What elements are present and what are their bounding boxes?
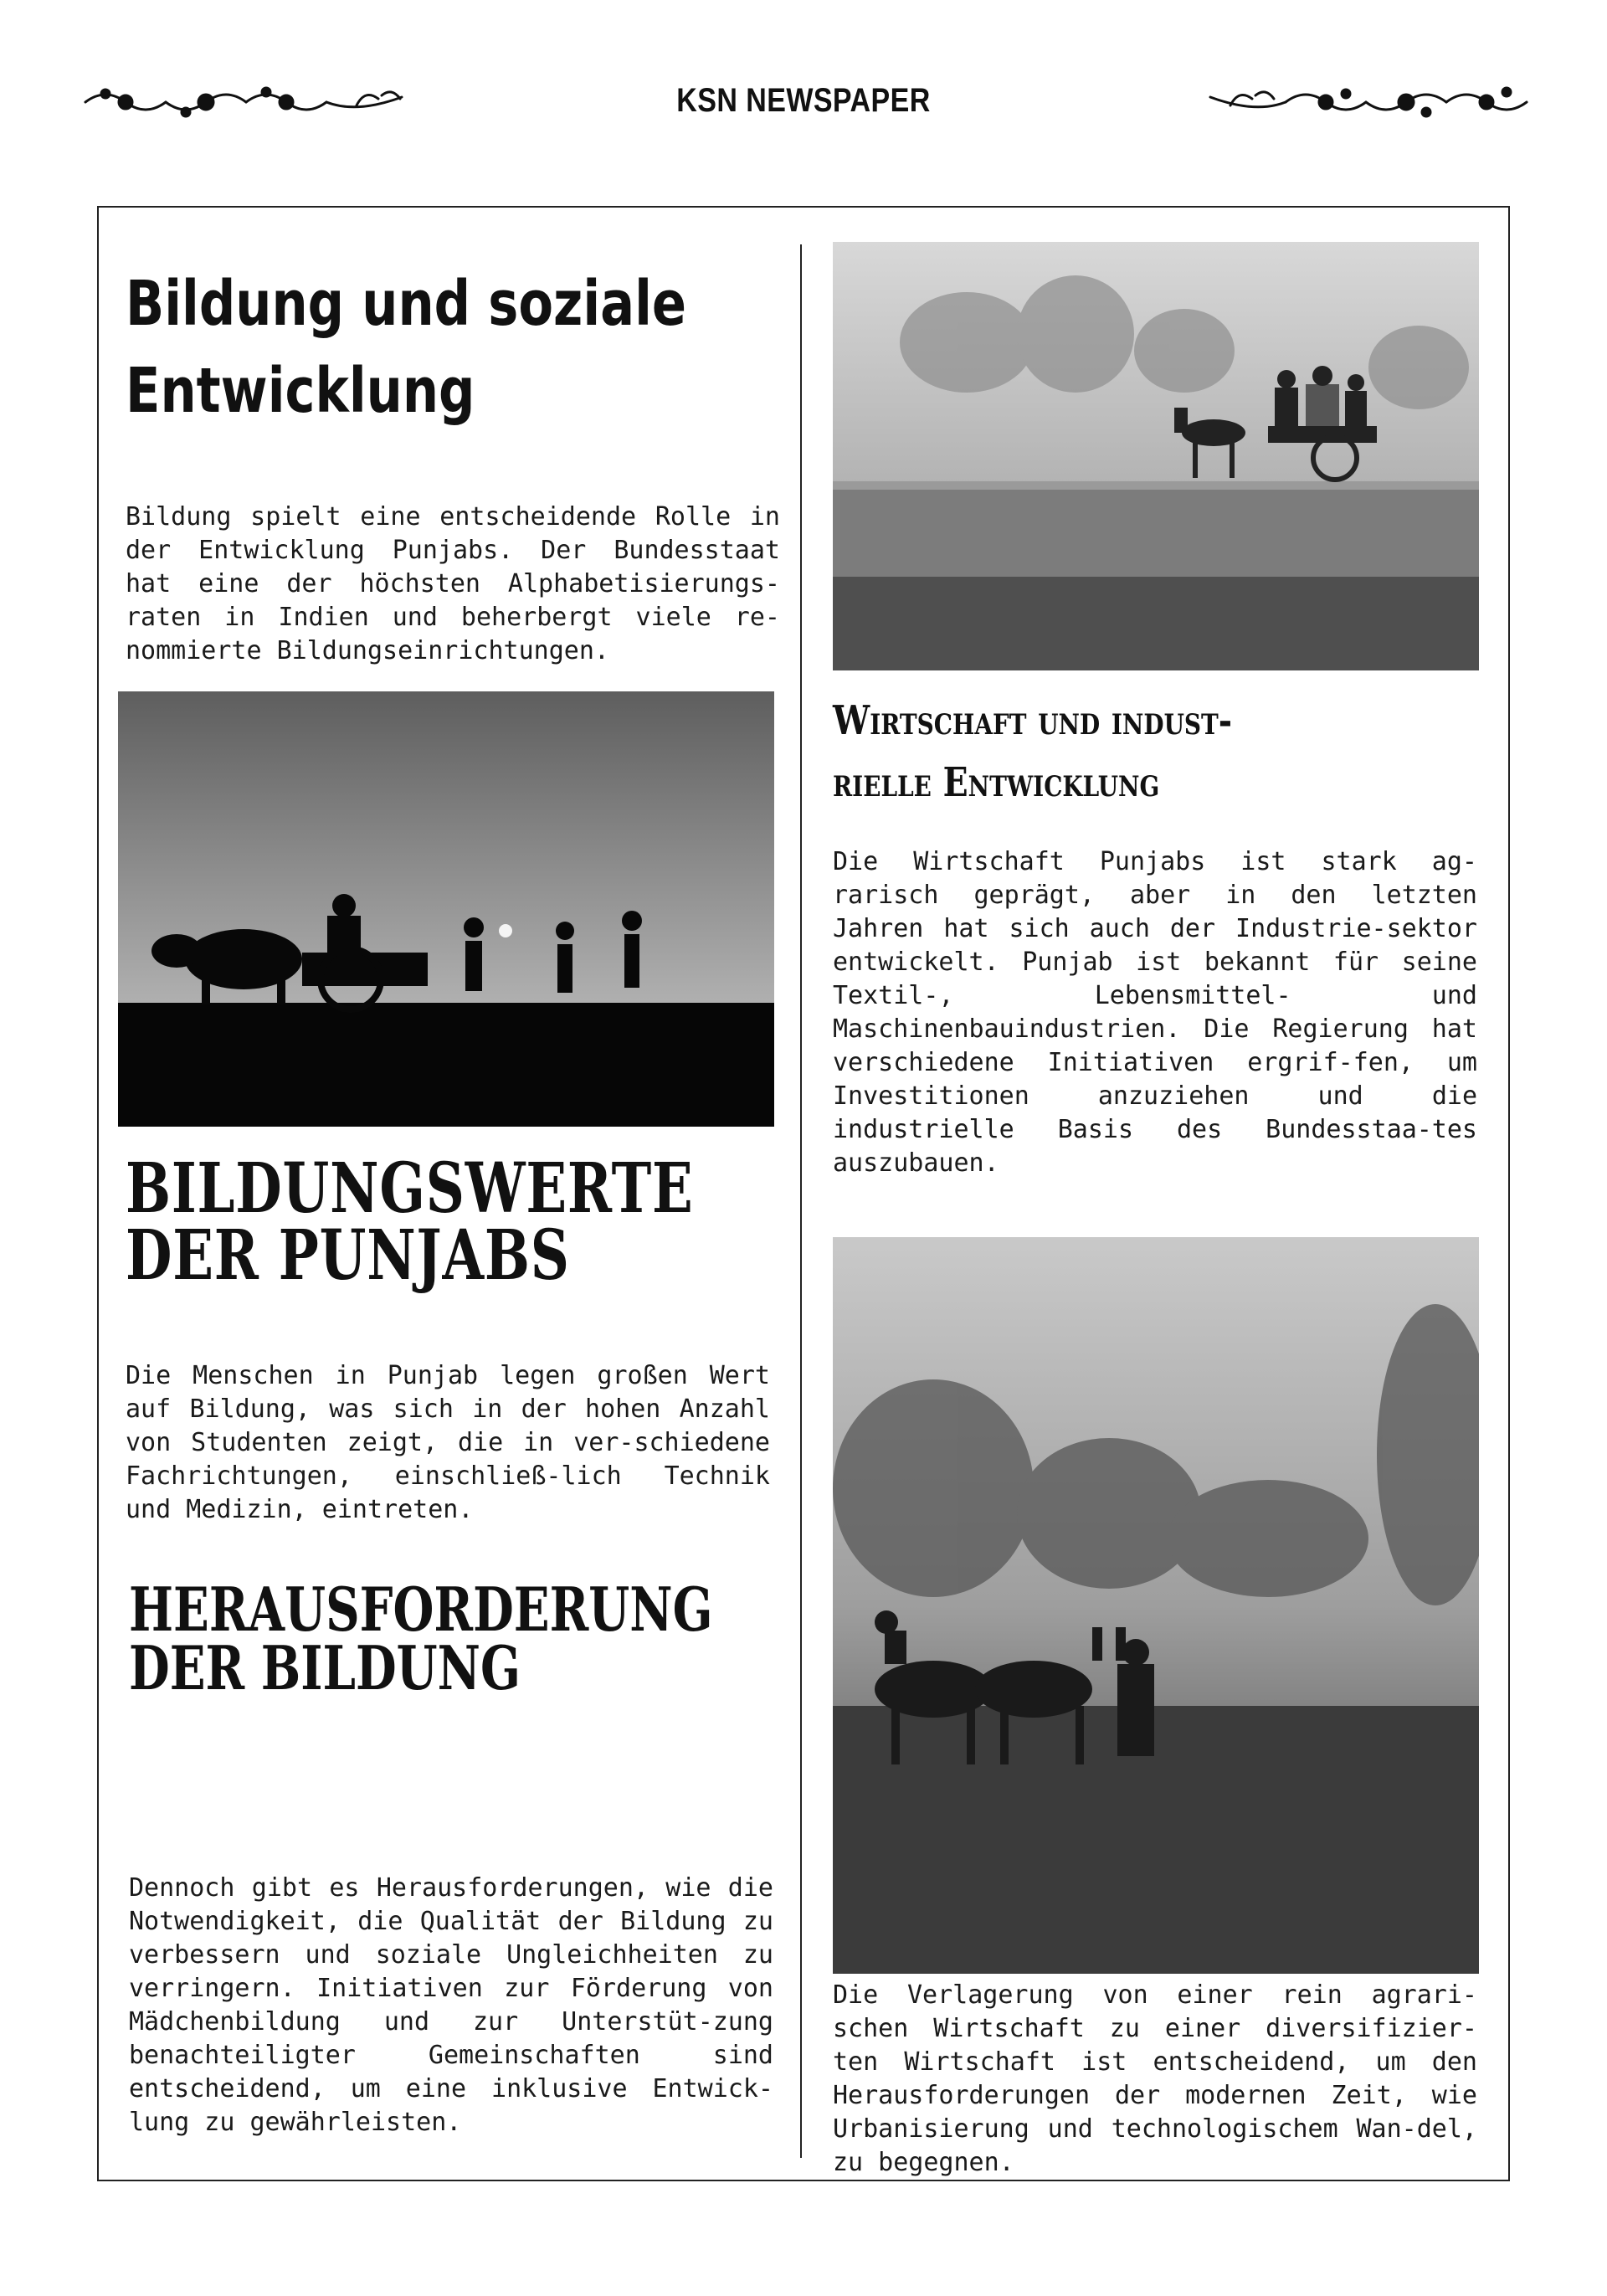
donkey-cart-mist-image (833, 242, 1479, 670)
farmer-oxen-field-image (833, 1237, 1479, 1974)
paragraph-herausforderung: Dennoch gibt es Herausforderungen, wie die Notwendigkeit, die Qualität der Bildung zu verbessern und soziale Ungleichheiten zu verringern. Initiativen zur Förderung von Mädchenbildung und zur Unterstüt-zung benachteiligter Gemeinschaften sind entscheidend, um eine inklusive Entwick-lung zu gewährleisten. (129, 1873, 773, 2137)
oxcart-silhouette-image (118, 691, 774, 1127)
paragraph-bildung-intro: Bildung spielt eine entscheidende Rolle in der Entwicklung Punjabs. Der Bundesstaat hat eine der höchsten Alphabetisierungs-raten in Indien und beherbergt viele re-nommierte Bildungseinrichtungen. (126, 502, 780, 665)
heading-bildung-soziale-entwicklung: Bildung und soziale Entwicklung (126, 268, 687, 427)
column-divider (800, 244, 802, 2158)
paragraph-bildungswerte: Die Menschen in Punjab legen großen Wert auf Bildung, was sich in der hohen Anzahl von Studenten zeigt, die in ver-schiedene Fachrichtungen, einschließ-lich Technik und Medizin, eintreten. (126, 1361, 770, 1524)
heading-wirtschaft: Wirtschaft und indust- rielle Entwicklung (833, 697, 1233, 807)
paragraph-verlagerung: Die Verlagerung von einer rein agrari-schen Wirtschaft zu einer diversifizier-ten Wirtschaft ist entscheidend, um den Herausforderungen der modernen Zeit, wie Urbanisierung und technologischem Wan-del, zu begegnen. (833, 1980, 1477, 2177)
paragraph-wirtschaft: Die Wirtschaft Punjabs ist stark ag-rarisch geprägt, aber in den letzten Jahren hat sich auch der Industrie-sektor entwickelt. Punjab ist bekannt für seine Textil-, Lebensmittel- und Maschinenbauindustrien. Die Regierung hat verschiedene Initiativen ergrif-fen, um Investitionen anzuziehen und die industrielle Basis des Bundesstaa-tes auszubauen. (833, 847, 1477, 1178)
heading-bildungswerte: BILDUNGSWERTE DER PUNJABS (126, 1148, 694, 1296)
newspaper-title: KSN NEWSPAPER (676, 82, 931, 119)
heading-herausforderung: HERAUSFORDERUNG DER BILDUNG (129, 1574, 713, 1703)
ornament-right-icon (1205, 80, 1532, 124)
